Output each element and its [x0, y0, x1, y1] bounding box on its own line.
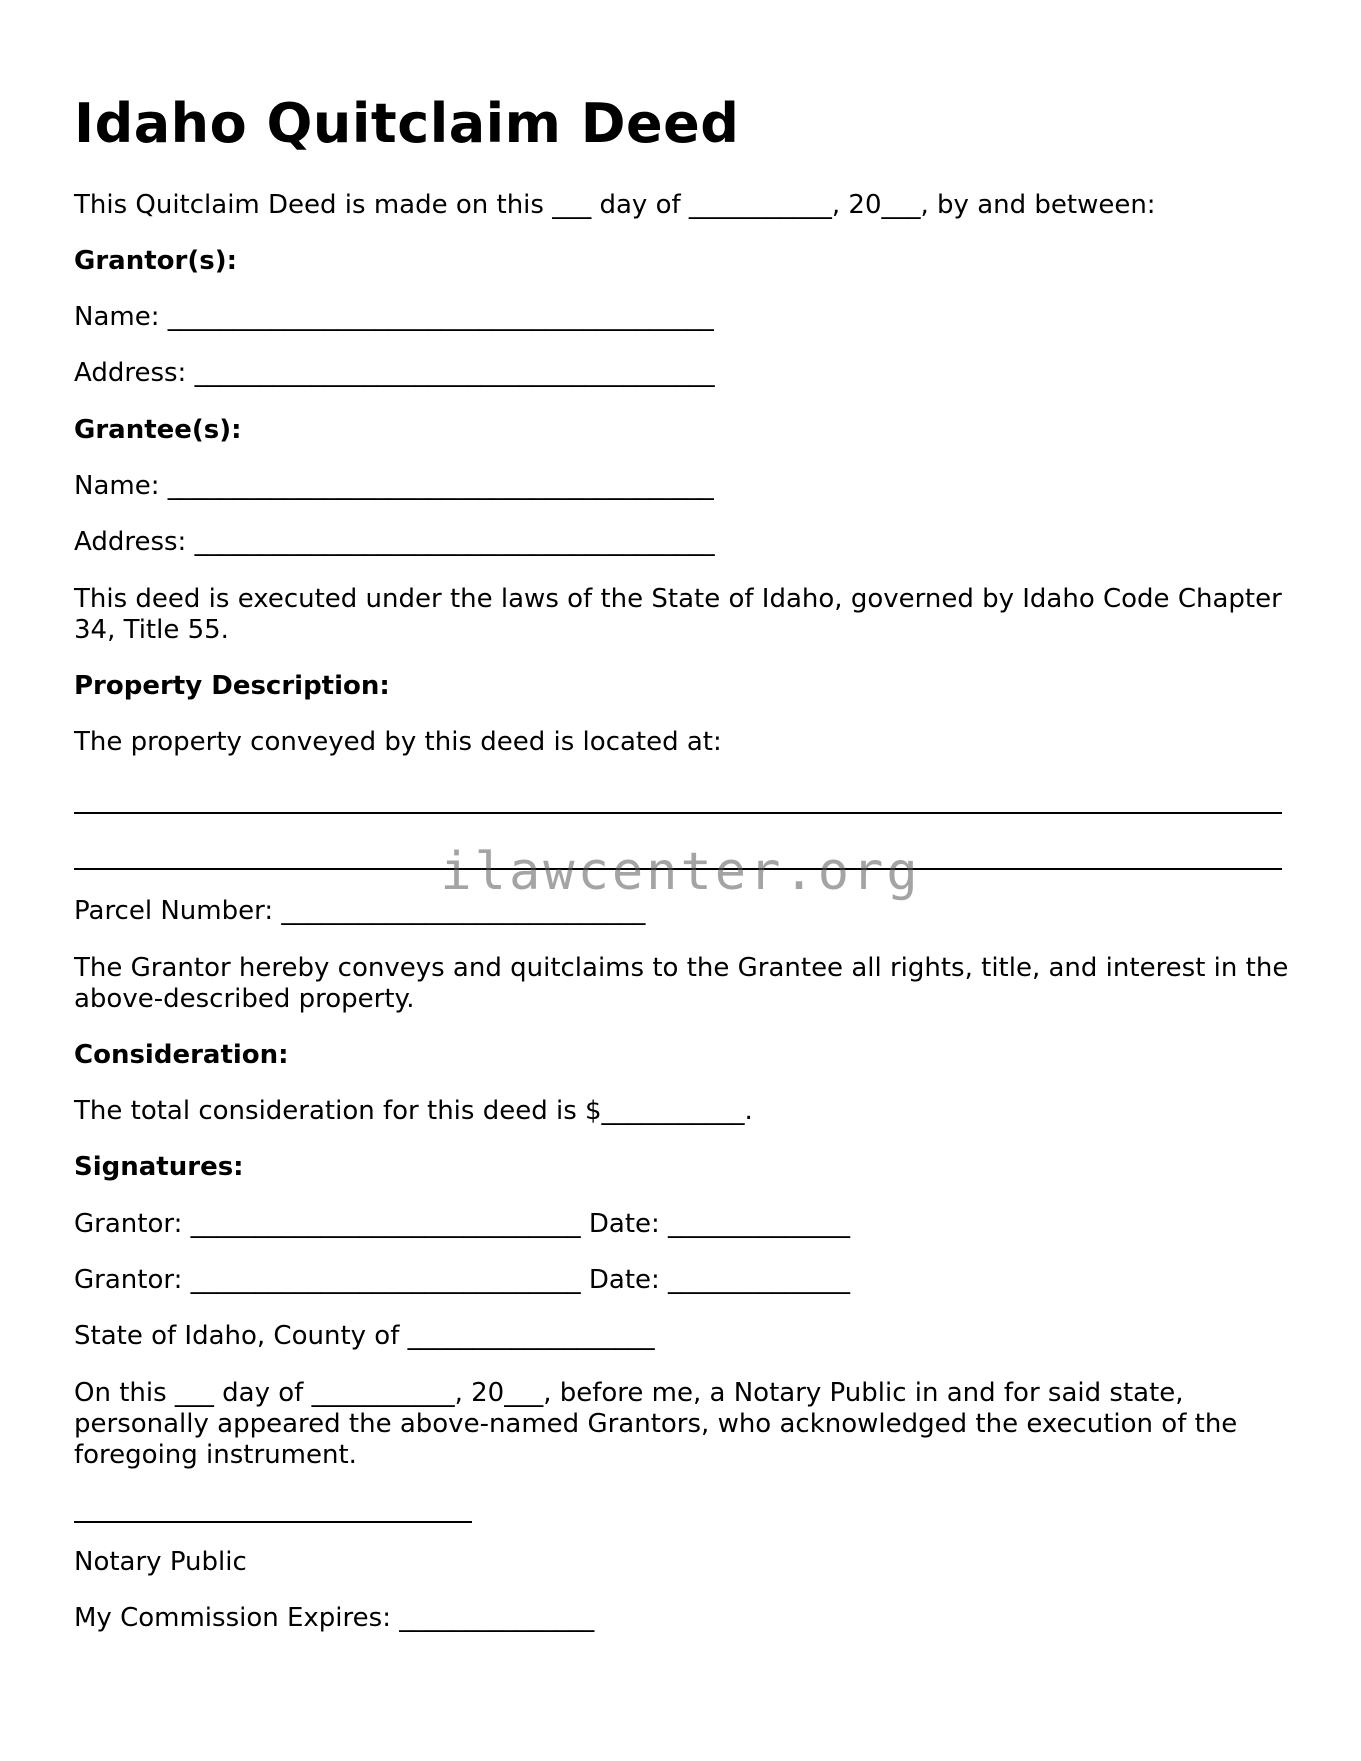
- grantor-signature-2[interactable]: Grantor: ______________________________ Date: ______________: [74, 1265, 851, 1295]
- document-title: Idaho Quitclaim Deed: [74, 92, 740, 155]
- notary-signature-line[interactable]: [74, 1521, 472, 1523]
- grantor-signature-1[interactable]: Grantor: ______________________________ Date: ______________: [74, 1209, 851, 1239]
- intro-text: This Quitclaim Deed is made on this ___ day of ___________, 20___, by and between:: [74, 190, 1156, 220]
- notary-acknowledgment: On this ___ day of ___________, 20___, before me, a Notary Public in and for said state, personally appeared the above-named Grantors, who acknowledged the execution of the foregoing instrument.: [74, 1378, 1238, 1470]
- grantor-address-field[interactable]: Address: ________________________________________: [74, 358, 715, 388]
- grantor-heading: Grantor(s):: [74, 246, 237, 276]
- grantee-name-field[interactable]: Name: __________________________________________: [74, 471, 714, 501]
- parcel-number-field[interactable]: Parcel Number: ____________________________: [74, 896, 646, 926]
- commission-expires-field[interactable]: My Commission Expires: _______________: [74, 1603, 595, 1633]
- county-field[interactable]: State of Idaho, County of ___________________: [74, 1321, 655, 1351]
- law-statement: This deed is executed under the laws of the State of Idaho, governed by Idaho Code Chapter 34, Title 55.: [74, 584, 1282, 645]
- notary-label: Notary Public: [74, 1547, 247, 1577]
- property-address-line-1[interactable]: [74, 812, 1282, 814]
- conveyance-text: The Grantor hereby conveys and quitclaims to the Grantee all rights, title, and interest in the above-described property.: [74, 953, 1289, 1014]
- property-location-text: The property conveyed by this deed is located at:: [74, 727, 722, 757]
- consideration-heading: Consideration:: [74, 1040, 289, 1070]
- watermark: ilawcenter.org: [440, 842, 921, 902]
- signatures-heading: Signatures:: [74, 1152, 244, 1182]
- consideration-amount-field[interactable]: The total consideration for this deed is $___________.: [74, 1096, 753, 1126]
- grantor-name-field[interactable]: Name: __________________________________________: [74, 302, 714, 332]
- grantee-address-field[interactable]: Address: ________________________________________: [74, 527, 715, 557]
- grantee-heading: Grantee(s):: [74, 415, 242, 445]
- property-heading: Property Description:: [74, 671, 390, 701]
